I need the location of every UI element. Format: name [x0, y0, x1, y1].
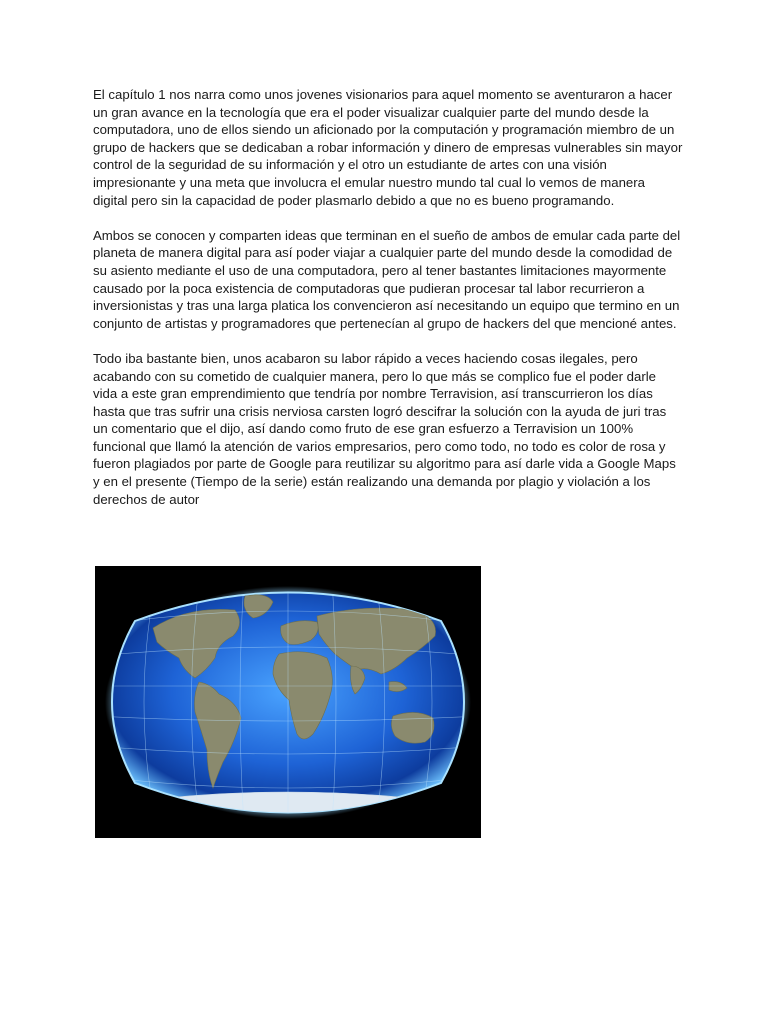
world-map-figure [95, 566, 481, 838]
paragraph-2: Ambos se conocen y comparten ideas que terminan en el sueño de ambos de emular cada parte del planeta de manera digital para así poder viajar a cualquier parte del mundo desde la comodidad de su asiento mediante el uso de una computadora, pero al tener bastantes limitaciones mayormente causado por la poca existencia de computadoras que pudieran procesar tal labor recurrieron a inversionistas y tras una larga platica los convencieron así necesitando un equipo que termino en un conjunto de artistas y programadores que pertenecían al grupo de hackers del que mencioné antes. [93, 227, 681, 331]
document-body [93, 86, 683, 526]
paragraph-1: El capítulo 1 nos narra como unos jovenes visionarios para aquel momento se aventuraron a hacer un gran avance en la tecnología que era el poder visualizar cualquier parte del mundo desde la computadora, uno de ellos siendo un aficionado por la computación y programación miembro de un grupo de hackers que se dedicaban a robar información y dinero de empresas vulnerables sin mayor control de la seguridad de su información y el otro un estudiante de artes con una visión impresionante y una meta que involucra el emular nuestro mundo tal cual lo vemos de manera digital pero sin la capacidad de poder plasmarlo debido a que no es bueno programando. [93, 87, 683, 208]
paragraph-3: Todo iba bastante bien, unos acabaron su labor rápido a veces haciendo cosas ilegales, pero acabando con su cometido de cualquier manera, pero lo que más se complico fue el poder darle vida a este gran emprendimiento que tendría por nombre Terravision, así transcurrieron los días hasta que tras sufrir una crisis nerviosa carsten logró descifrar la solución con la ayuda de juri tras un comentario que el dijo, así dando como fruto de ese gran esfuerzo a Terravision un 100% funcional que llamó la atención de varios empresarios, pero como todo, no todo es color de rosa y fueron plagiados por parte de Google para reutilizar su algoritmo para así darle vida a Google Maps y en el presente (Tiempo de la serie) están realizando una demanda por plagio y violación a los derechos de autor [93, 350, 676, 507]
world-map-globe-icon [95, 566, 481, 838]
